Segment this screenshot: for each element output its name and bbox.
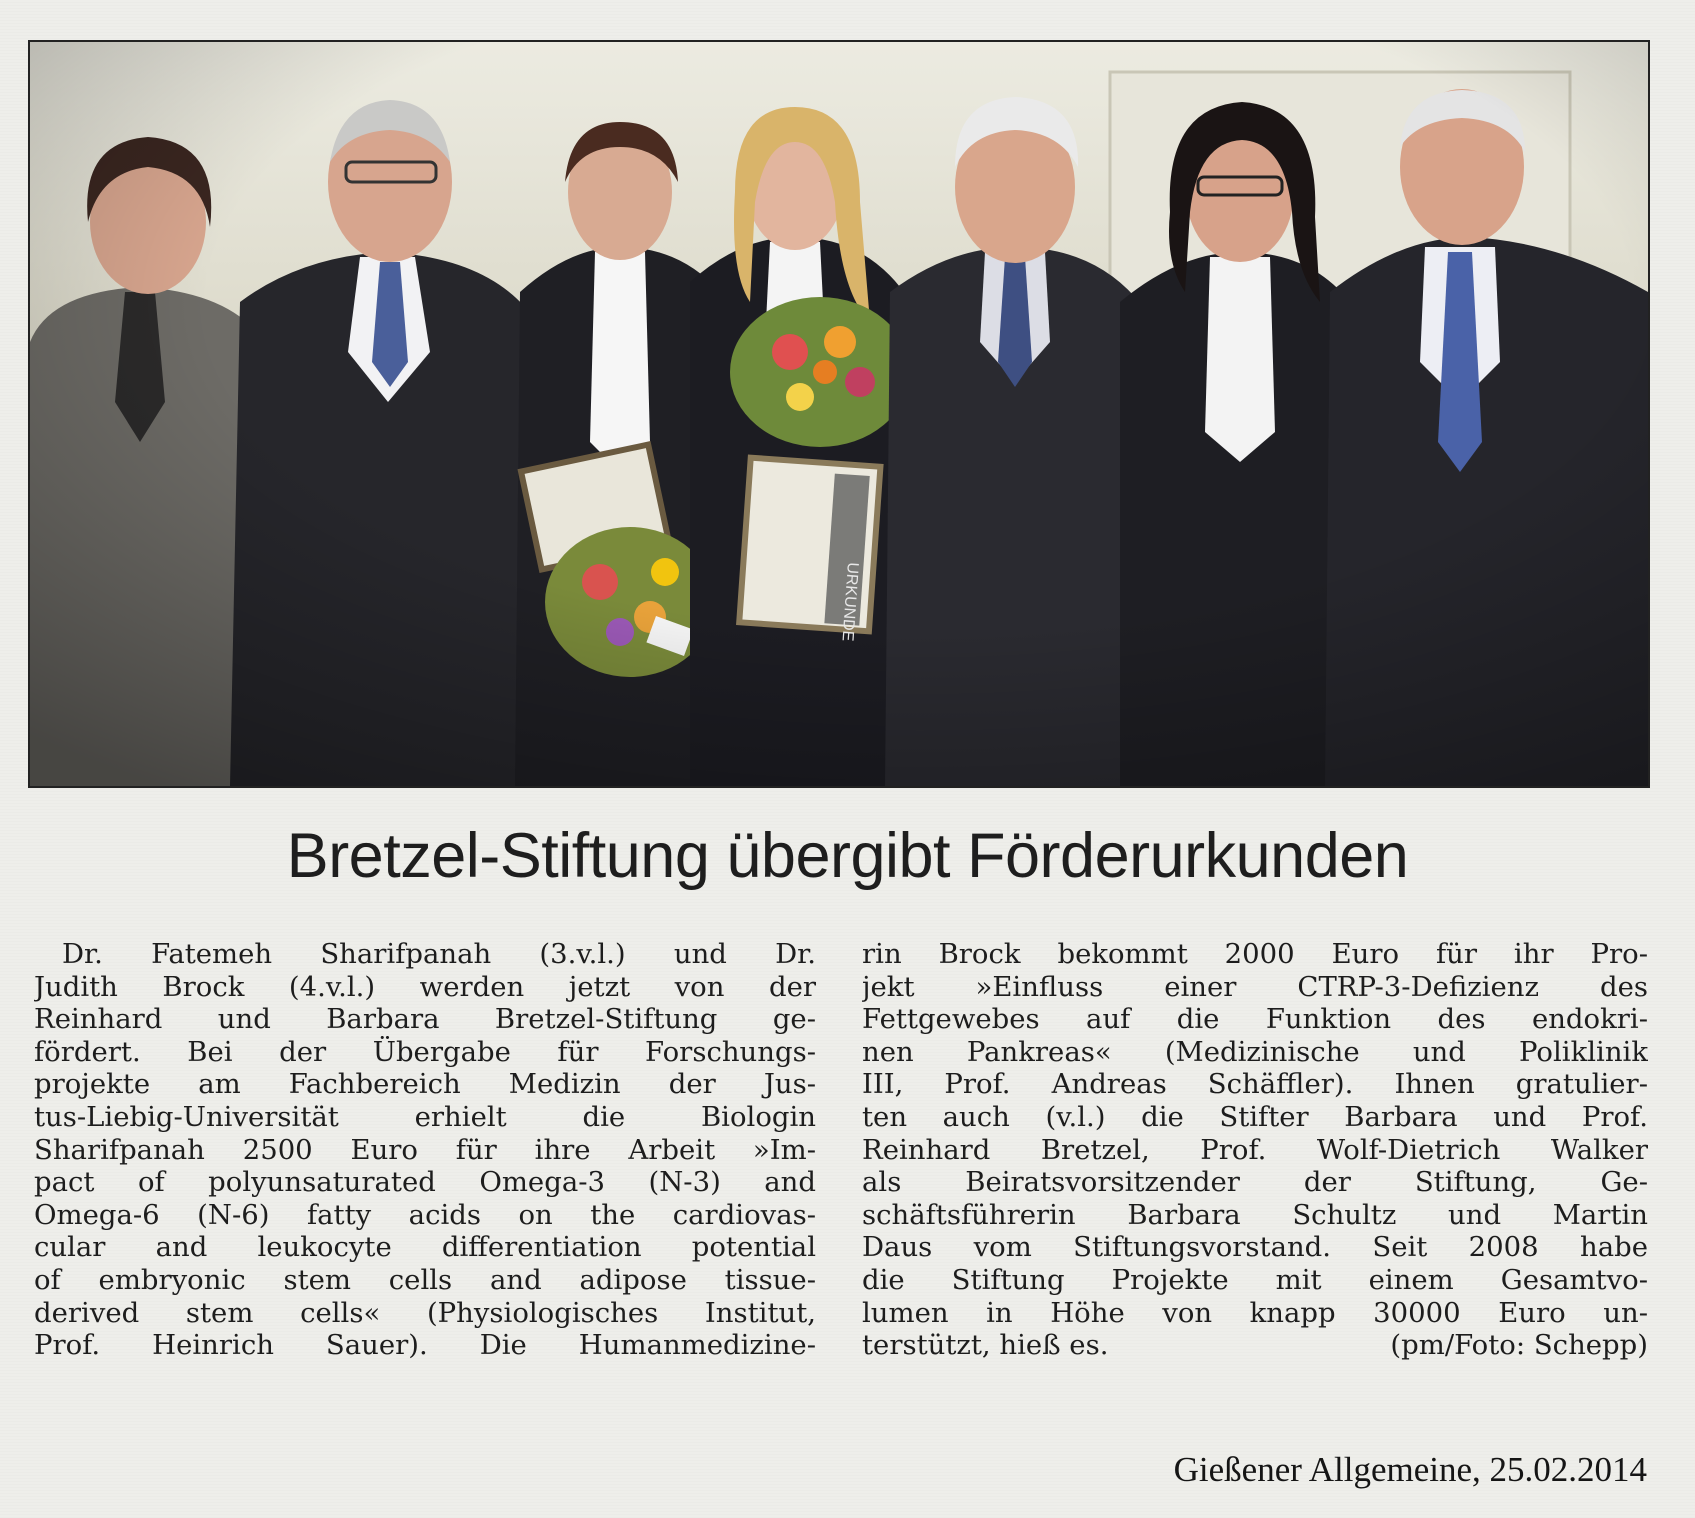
text-line: pact of polyunsaturated Omega-3 (N-3) and: [34, 1166, 816, 1199]
article-left-column: [34, 938, 816, 1362]
text-line: Omega-6 (N-6) fatty acids on the cardiovas-: [34, 1198, 816, 1231]
text-line: of embryonic stem cells and adipose tissue-: [34, 1263, 816, 1296]
article-headline: Bretzel-Stiftung übergibt Förderurkunden: [286, 821, 1409, 891]
text-line: Sharifpanah 2500 Euro für ihre Arbeit »Im-: [34, 1133, 816, 1166]
text-line: Prof. Heinrich Sauer). Die Humanmedizine-: [34, 1329, 816, 1362]
group-photo-illustration: [30, 42, 1648, 786]
text-line: derived stem cells« (Physiologisches Institut,: [34, 1296, 816, 1329]
text-line: schäftsführerin Barbara Schultz und Martin: [862, 1198, 1648, 1231]
article-right-column: [862, 938, 1648, 1362]
photo-vignette: [30, 42, 1648, 786]
text-line: Reinhard Bretzel, Prof. Wolf-Dietrich Walker: [862, 1133, 1648, 1166]
text-line: Reinhard und Barbara Bretzel-Stiftung ge-: [34, 1003, 816, 1036]
text-line: Judith Brock (4.v.l.) werden jetzt von der: [34, 970, 816, 1003]
text-line: rin Brock bekommt 2000 Euro für ihr Pro-: [862, 938, 1648, 970]
text-line: als Beiratsvorsitzender der Stiftung, Ge-: [862, 1166, 1648, 1199]
text-line: Daus vom Stiftungsvorstand. Seit 2008 habe: [862, 1231, 1648, 1264]
text-line: nen Pankreas« (Medizinische und Poliklinik: [862, 1035, 1648, 1068]
final-sentence: terstützt, hieß es.: [862, 1329, 1109, 1362]
text-line: projekte am Fachbereich Medizin der Jus-: [34, 1068, 816, 1101]
publication-source: Gießener Allgemeine, 25.02.2014: [1173, 1450, 1647, 1489]
text-line: cular and leukocyte differentiation potential: [34, 1231, 816, 1264]
text-line: ten auch (v.l.) die Stifter Barbara und Prof.: [862, 1100, 1648, 1133]
text-line: III, Prof. Andreas Schäffler). Ihnen gratulier-: [862, 1068, 1648, 1101]
text-line: lumen in Höhe von knapp 30000 Euro un-: [862, 1296, 1648, 1329]
text-line: fördert. Bei der Übergabe für Forschungs-: [34, 1035, 816, 1068]
photo-credit: (pm/Foto: Schepp): [1390, 1329, 1648, 1362]
group-photo: [28, 40, 1650, 788]
text-line: Dr. Fatemeh Sharifpanah (3.v.l.) und Dr.: [62, 938, 816, 970]
text-line: Fettgewebes auf die Funktion des endokri-: [862, 1003, 1648, 1036]
text-line: jekt »Einfluss einer CTRP-3-Defizienz des: [862, 970, 1648, 1003]
text-line: die Stiftung Projekte mit einem Gesamtvo-: [862, 1263, 1648, 1296]
text-line: tus-Liebig-Universität erhielt die Biologin: [34, 1100, 816, 1133]
text-line-final: [862, 1329, 1648, 1362]
